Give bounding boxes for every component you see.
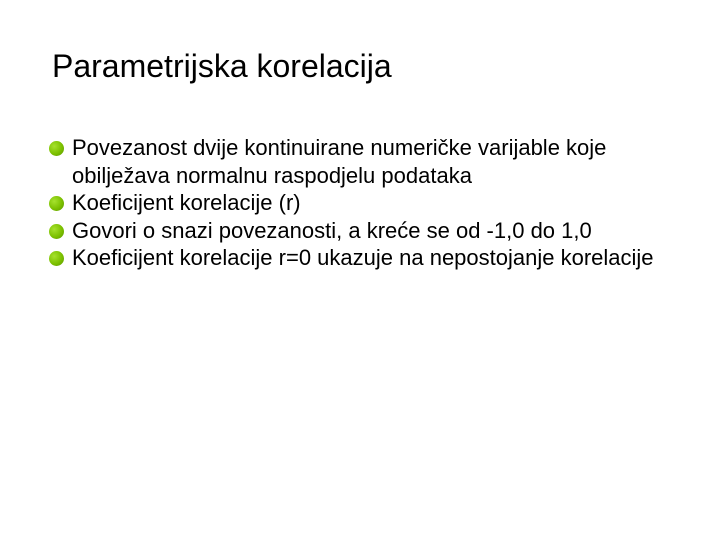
bullet-text: Koeficijent korelacije r=0 ukazuje na nepostojanje korelacije [72,245,654,270]
bullet-list [48,134,668,272]
bullet-item [48,189,668,217]
bullet-item [48,244,668,272]
bullet-text: Povezanost dvije kontinuirane numeričke varijable koje obilježava normalnu raspodjelu podataka [72,135,607,188]
bullet-dot-icon [49,251,64,266]
bullet-item [48,134,668,189]
slide-title: Parametrijska korelacija [52,48,392,84]
bullet-dot-icon [49,196,64,211]
bullet-text: Koeficijent korelacije (r) [72,190,301,215]
bullet-dot-icon [49,141,64,156]
bullet-text: Govori o snazi povezanosti, a kreće se od -1,0 do 1,0 [72,217,592,243]
bullet-item [48,217,668,245]
bullet-dot-icon [49,224,64,239]
